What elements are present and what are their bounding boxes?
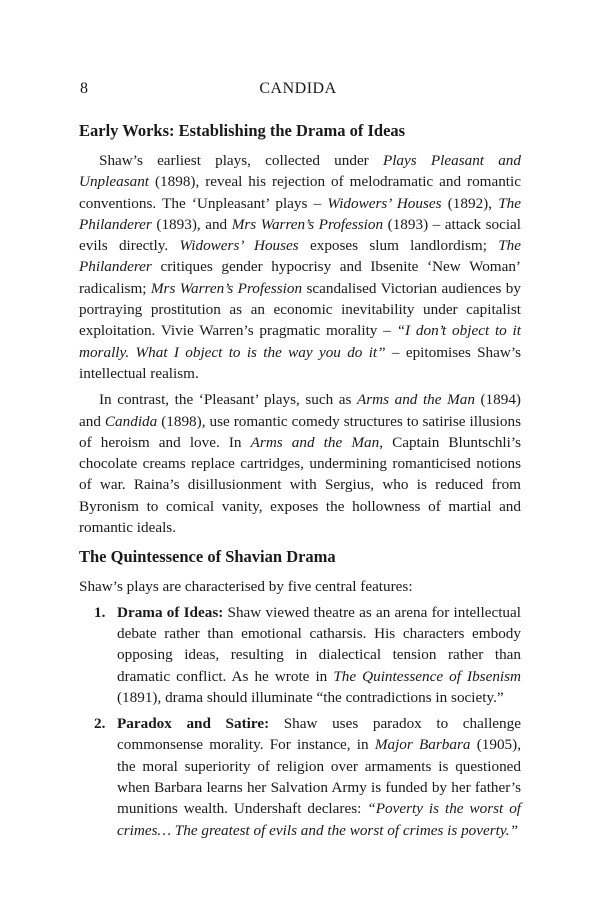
text-run: , Captain Bluntschli’s chocolate creams replace cartridges, undermining romanticised notions of war. Raina’s disillusionment with Sergius, who is reduced from Byronism to comical vanity, exposes the hollowness of martial and romantic ideals.	[79, 433, 521, 537]
paragraph-early-works	[79, 150, 521, 384]
section-heading-quintessence: The Quintessence of Shavian Drama	[79, 547, 336, 567]
page-body	[79, 112, 521, 846]
italic-run: “Poverty is the worst of crimes… The greatest of evils and the worst of crimes is poverty.”	[117, 800, 522, 839]
text-run: (1898), use romantic comedy structures to satirise illusions of heroism and love. In	[79, 412, 521, 451]
text-run: (1898), reveal his rejection of melodramatic and romantic conventions. The ‘Unpleasant’ plays –	[79, 173, 521, 212]
italic-run: Mrs Warren’s Profession	[150, 279, 303, 297]
italic-run: The Quintessence of Ibsenism	[333, 667, 522, 685]
list-item-text	[117, 715, 521, 838]
section-heading-early-works: Early Works: Establishing the Drama of Ideas	[79, 121, 406, 140]
list-intro: Shaw’s plays are characterised by five central features:	[79, 578, 413, 596]
text-run: (1891), drama should illuminate “the contradictions in society.”	[117, 688, 504, 706]
list-item	[79, 713, 521, 841]
text-run: Shaw viewed theatre as an arena for intellectual debate rather than emotional catharsis. His characters embody opposing ideas, resulting in dialectical tension rather than dramatic conflict. As he wrote in	[117, 603, 521, 685]
text-run: critiques gender hypocrisy and Ibsenite ‘New Woman’ radicalism;	[79, 258, 521, 297]
paragraph-pleasant-plays	[79, 389, 521, 538]
feature-list	[79, 602, 521, 841]
list-item	[79, 602, 521, 708]
text-run: (1894) and	[79, 391, 521, 430]
italic-run: Arms and the Man	[250, 433, 380, 451]
text-run: – epitomises Shaw’s intellectual realism.	[79, 343, 521, 382]
text-run: Shaw’s earliest plays, collected under	[99, 152, 383, 169]
italic-run: Arms and the Man	[356, 391, 475, 409]
text-run: (1892),	[441, 194, 499, 212]
list-item-number: 1.	[94, 603, 106, 621]
text-run: (1905), the moral superiority of religion over armaments is questioned when Barbara learns her Salvation Army is funded by her father’s munitions wealth. Undershaft declares:	[117, 736, 521, 818]
text-run: Shaw uses paradox to challenge commonsense morality. For instance, in	[117, 715, 521, 754]
italic-run: The Philanderer	[79, 237, 521, 276]
italic-run: Candida	[104, 412, 158, 430]
bold-run: Drama of Ideas:	[117, 603, 224, 621]
list-item-number: 2.	[94, 715, 106, 733]
italic-run: Mrs Warren’s Profession	[231, 215, 384, 233]
italic-run: Major Barbara	[374, 736, 471, 754]
text-run: scandalised Victorian audiences by portraying prostitution as an economic inevitability under capitalist exploitation. Vivie Warren’s pragmatic morality –	[79, 279, 521, 340]
text-run: exposes slum landlordism;	[298, 237, 499, 255]
bold-run: Paradox and Satire:	[117, 715, 270, 733]
page-number: 8	[80, 80, 88, 97]
text-run: In contrast, the ‘Pleasant’ plays, such as	[99, 391, 357, 409]
italic-run: Widowers’ Houses	[179, 237, 299, 255]
italic-run: The Philanderer	[79, 194, 521, 233]
running-title: CANDIDA	[259, 80, 337, 97]
running-header	[80, 80, 516, 104]
italic-run: Plays Pleasant and Unpleasant	[79, 152, 521, 191]
italic-run: “I don’t object to it morally. What I object to is the way you do it”	[79, 322, 521, 361]
italic-run: Widowers’ Houses	[327, 194, 442, 212]
list-item-text	[117, 604, 521, 706]
text-run: (1893), and	[151, 215, 232, 233]
text-run: (1893) – attack social evils directly.	[79, 215, 522, 255]
